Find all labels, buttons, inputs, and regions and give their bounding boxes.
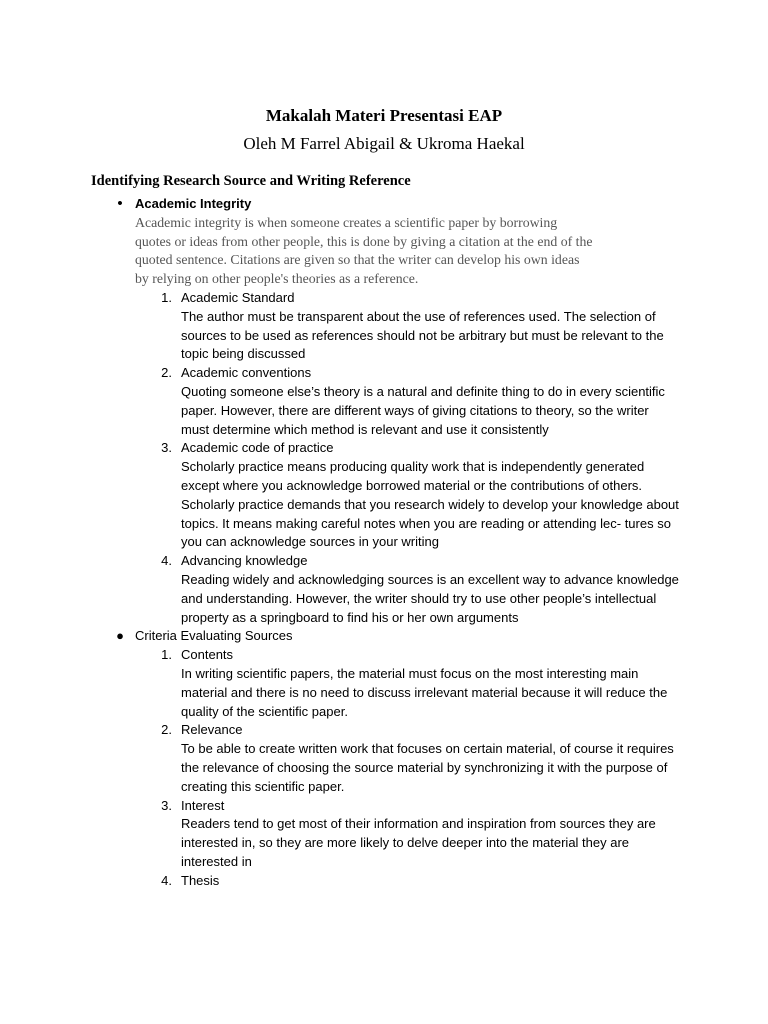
list-item-title: Relevance bbox=[181, 722, 243, 738]
document-authors: Oleh M Farrel Abigail & Ukroma Haekal bbox=[243, 134, 525, 153]
list-item-number: 1. bbox=[161, 647, 172, 663]
bullet-item-academic-integrity bbox=[0, 195, 768, 289]
list-item-title: Contents bbox=[181, 647, 234, 663]
list-item-title: Academic conventions bbox=[181, 365, 312, 381]
list-item bbox=[0, 872, 768, 891]
list-item-description: Reading widely and acknowledging sources is an excellent way to advance knowledge and understanding. However, the writer should try to use other people’s intellectual property as a springboard to find his or her own arguments bbox=[181, 571, 679, 625]
bullet-item-criteria-evaluating-sources bbox=[0, 627, 768, 646]
list-item-description: Readers tend to get most of their information and inspiration from sources they are interested in, so they are more likely to delve deeper into the material they are interested in bbox=[181, 816, 656, 869]
list-item-number: 1. bbox=[161, 289, 172, 305]
bullet-icon: ● bbox=[116, 628, 124, 644]
bullet-icon: • bbox=[117, 195, 123, 212]
list-item-number: 3. bbox=[161, 440, 172, 456]
bullet-description: Academic integrity is when someone creates a scientific paper by borrowing quotes or ideas from other people, this is done by giving a citation at the end of the quoted sentence. Citations are given so that the writer can develop his own ideas by relying on other people's theories as a reference. bbox=[135, 214, 593, 287]
section-heading: Identifying Research Source and Writing Reference bbox=[91, 173, 411, 189]
list-item-title: Academic Standard bbox=[181, 289, 295, 305]
list-item-title: Thesis bbox=[181, 872, 220, 888]
list-item-description: To be able to create written work that focuses on certain material, of course it requires the relevance of choosing the source material by synchronizing it with the purpose of creating this scientific paper. bbox=[181, 741, 674, 794]
list-item-title: Advancing knowledge bbox=[181, 553, 308, 569]
list-item-number: 3. bbox=[161, 797, 172, 813]
list-item-number: 4. bbox=[161, 553, 172, 569]
list-item-title: Academic code of practice bbox=[181, 440, 334, 456]
list-item bbox=[0, 552, 768, 627]
bullet-label: Academic Integrity bbox=[135, 196, 252, 211]
list-item-number: 2. bbox=[161, 365, 172, 381]
list-item-number: 4. bbox=[161, 872, 172, 888]
list-item bbox=[0, 439, 768, 552]
list-item bbox=[0, 646, 768, 721]
list-item-description: In writing scientific papers, the material must focus on the most interesting main material and there is no need to discuss irrelevant material because it will reduce the quality of the scientific paper. bbox=[181, 665, 668, 719]
list-item bbox=[0, 289, 768, 364]
bullet-label: Criteria Evaluating Sources bbox=[135, 628, 293, 644]
list-item bbox=[0, 797, 768, 872]
list-item-description: Quoting someone else’s theory is a natural and definite thing to do in every scientific paper. However, there are different ways of giving citations to theory, so the writer must determine which method is relevant and use it consistently bbox=[181, 383, 665, 437]
list-item-title: Interest bbox=[181, 797, 225, 813]
list-item-number: 2. bbox=[161, 722, 172, 738]
list-item-description: The author must be transparent about the use of references used. The selection of sources to be used as references should not be arbitrary but must be relevant to the topic being discussed bbox=[181, 308, 664, 362]
list-item bbox=[0, 364, 768, 439]
document-title: Makalah Materi Presentasi EAP bbox=[265, 106, 503, 125]
document-body bbox=[0, 195, 768, 890]
list-item-description: Scholarly practice means producing quality work that is independently generated except where you acknowledge borrowed material or the contributions of others. Scholarly practice demands that you research widely to develop your knowledge about topics. It means making careful notes when you are reading or attending lec- tures so you can acknowledge sources in your writing bbox=[181, 459, 679, 550]
list-item bbox=[0, 721, 768, 796]
